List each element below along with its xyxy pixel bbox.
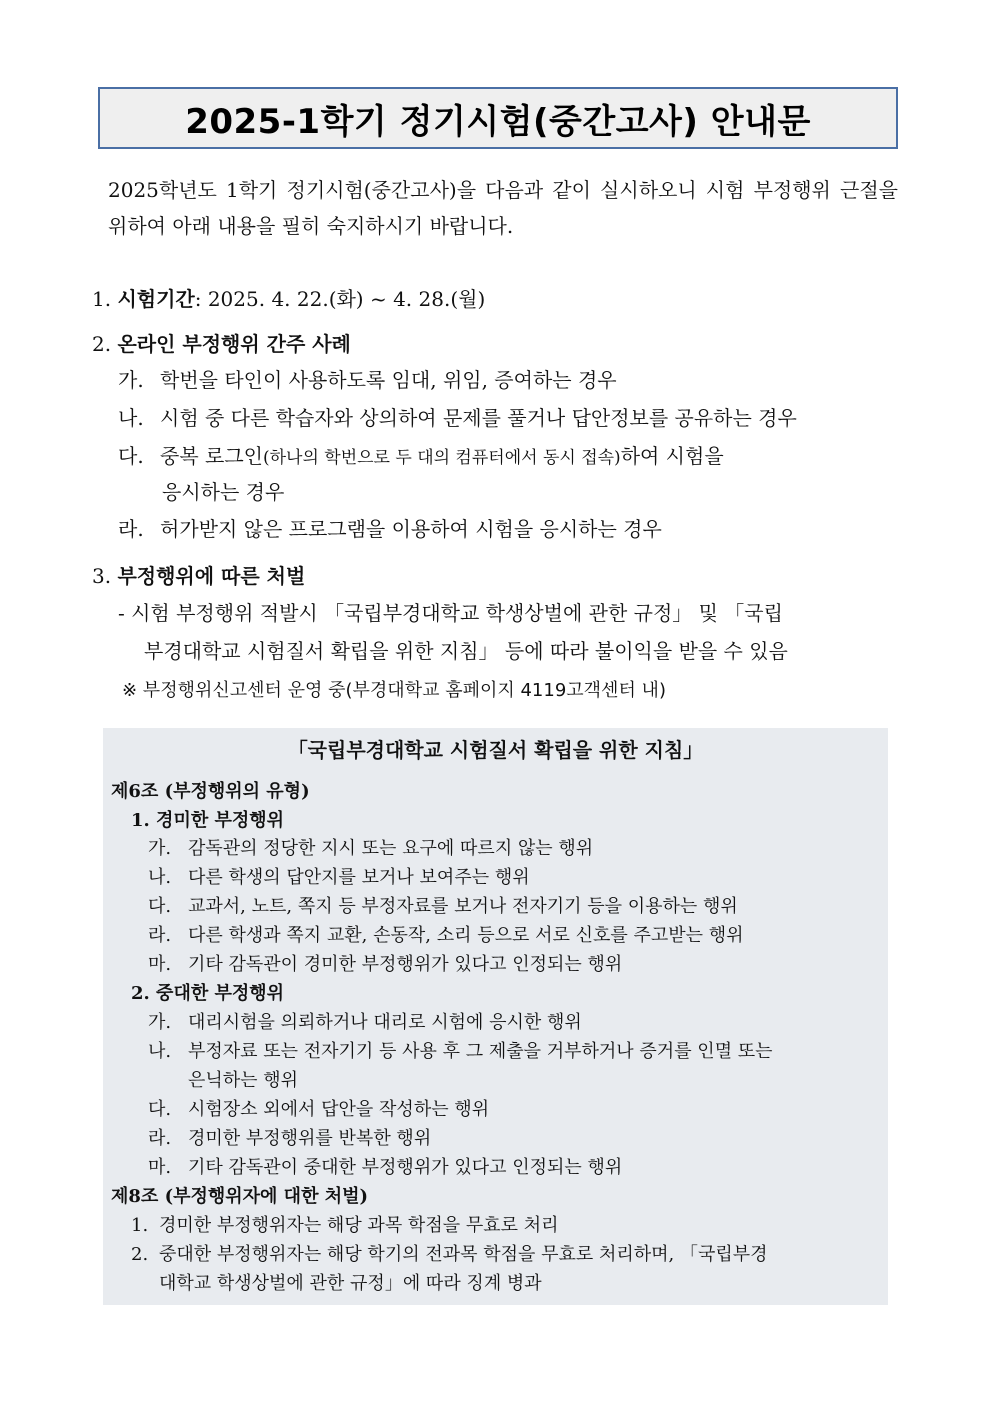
item-marker: 다. xyxy=(118,444,144,468)
section-penalty xyxy=(92,561,305,591)
item-text: 기타 감독관이 중대한 부정행위가 있다고 인정되는 행위 xyxy=(188,1157,623,1178)
list-item xyxy=(148,1096,489,1123)
guideline-box xyxy=(103,728,888,1305)
item-text: 중대한 부정행위자는 해당 학기의 전과목 학점을 무효로 처리하며, 「국립부경 xyxy=(159,1244,768,1265)
item-marker: 다. xyxy=(148,1099,172,1120)
item-text: 시험장소 외에서 답안을 작성하는 행위 xyxy=(188,1099,490,1120)
penalty-line: - 시험 부정행위 적발시 「국립부경대학교 학생상벌에 관한 규정」 및 「국립 xyxy=(118,601,783,625)
item-text: 중복 로그인 xyxy=(160,444,263,468)
item-text: 부정자료 또는 전자기기 등 사용 후 그 제출을 거부하거나 증거를 인멸 또는 xyxy=(188,1041,773,1062)
list-item xyxy=(148,835,593,862)
item-paren: (하나의 학번으로 두 대의 컴퓨터에서 동시 접속) xyxy=(262,448,621,468)
minor-heading: 1. 경미한 부정행위 xyxy=(131,810,285,831)
item-marker: 마. xyxy=(148,954,172,975)
exam-period-value: : 2025. 4. 22.(화) ~ 4. 28.(월) xyxy=(194,287,486,311)
item-marker: 2. xyxy=(131,1244,149,1265)
section-exam-period xyxy=(92,284,485,314)
item-marker: 마. xyxy=(148,1157,172,1178)
item-text: 다른 학생과 쪽지 교환, 손동작, 소리 등으로 서로 신호를 주고받는 행위 xyxy=(188,925,744,946)
item-text: 시험 중 다른 학습자와 상의하여 문제를 풀거나 답안정보를 공유하는 경우 xyxy=(160,406,797,430)
section-online-cheating xyxy=(92,329,351,359)
item-marker: 1. xyxy=(131,1215,149,1236)
list-item xyxy=(148,1125,431,1152)
article-6-heading: 제6조 (부정행위의 유형) xyxy=(111,781,310,802)
list-item xyxy=(118,365,617,395)
list-item xyxy=(148,1038,773,1065)
section-label: 부정행위에 따른 처벌 xyxy=(117,564,306,588)
item-marker: 나. xyxy=(148,867,172,888)
item-text: 허가받지 않은 프로그램을 이용하여 시험을 응시하는 경우 xyxy=(160,517,662,541)
section-number: 1. xyxy=(92,287,112,311)
item-text: 교과서, 노트, 쪽지 등 부정자료를 보거나 전자기기 등을 이용하는 행위 xyxy=(188,896,738,917)
article-8-heading: 제8조 (부정행위자에 대한 처벌) xyxy=(111,1186,369,1207)
list-item xyxy=(148,893,738,920)
list-item xyxy=(118,441,724,473)
item-text: 대리시험을 의뢰하거나 대리로 시험에 응시한 행위 xyxy=(188,1012,582,1033)
item-tail: 하여 시험을 xyxy=(620,444,724,468)
list-item xyxy=(118,403,797,433)
list-item xyxy=(148,864,530,891)
item-marker: 가. xyxy=(148,838,172,859)
penalty-line-continuation: 부경대학교 시험질서 확립을 위한 지침」 등에 따라 불이익을 받을 수 있음 xyxy=(144,639,788,663)
intro-paragraph: 2025학년도 1학기 정기시험(중간고사)을 다음과 같이 실시하오니 시험 부정행위 근절을 위하여 아래 내용을 필히 숙지하시기 바랍니다. xyxy=(108,178,898,238)
list-item xyxy=(118,514,662,544)
item-marker: 다. xyxy=(148,896,172,917)
item-marker: 라. xyxy=(148,925,172,946)
item-continuation: 대학교 학생상벌에 관한 규정」에 따라 징계 병과 xyxy=(159,1273,542,1294)
section-number: 3. xyxy=(92,564,112,588)
item-marker: 라. xyxy=(118,517,144,541)
list-item xyxy=(148,922,744,949)
list-item xyxy=(131,1212,558,1239)
section-label: 온라인 부정행위 간주 사례 xyxy=(117,332,351,356)
report-center-note: ※ 부정행위신고센터 운영 중(부경대학교 홈페이지 4119고객센터 내) xyxy=(122,680,666,701)
major-heading: 2. 중대한 부정행위 xyxy=(131,983,285,1004)
section-label: 시험기간 xyxy=(117,287,195,311)
item-marker: 나. xyxy=(118,406,144,430)
item-text: 기타 감독관이 경미한 부정행위가 있다고 인정되는 행위 xyxy=(188,954,623,975)
item-continuation: 은닉하는 행위 xyxy=(188,1070,299,1091)
list-item xyxy=(148,1154,622,1181)
item-text: 다른 학생의 답안지를 보거나 보여주는 행위 xyxy=(188,867,530,888)
item-marker: 라. xyxy=(148,1128,172,1149)
guideline-title: 「국립부경대학교 시험질서 확립을 위한 지침」 xyxy=(287,738,704,762)
list-item xyxy=(148,1009,582,1036)
title-box xyxy=(98,87,898,149)
section-number: 2. xyxy=(92,332,112,356)
item-text: 학번을 타인이 사용하도록 임대, 위임, 증여하는 경우 xyxy=(160,368,617,392)
item-text: 경미한 부정행위자는 해당 과목 학점을 무효로 처리 xyxy=(159,1215,559,1236)
item-marker: 가. xyxy=(118,368,144,392)
list-item xyxy=(131,1241,768,1268)
list-item xyxy=(148,951,622,978)
item-text: 경미한 부정행위를 반복한 행위 xyxy=(188,1128,432,1149)
page-title: 2025-1학기 정기시험(중간고사) 안내문 xyxy=(185,101,811,142)
item-text: 감독관의 정당한 지시 또는 요구에 따르지 않는 행위 xyxy=(188,838,594,859)
item-marker: 가. xyxy=(148,1012,172,1033)
item-marker: 나. xyxy=(148,1041,172,1062)
item-continuation: 응시하는 경우 xyxy=(162,480,285,504)
